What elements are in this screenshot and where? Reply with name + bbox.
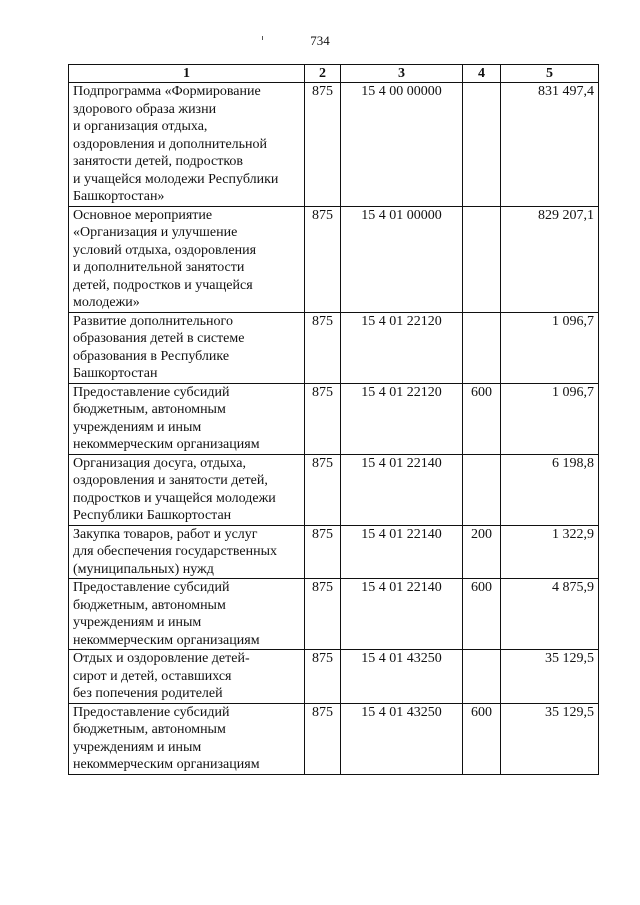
row-name: Предоставление субсидий бюджетным, автономным учреждениям и иным некоммерческим организациям (69, 703, 305, 774)
table-row (69, 383, 599, 454)
column-header-2: 2 (305, 65, 341, 83)
row-amount: 35 129,5 (501, 703, 599, 774)
row-name: Отдых и оздоровление детей- сирот и детей, оставшихся без попечения родителей (69, 650, 305, 704)
row-code: 875 (305, 579, 341, 650)
table-row (69, 650, 599, 704)
row-target-article: 15 4 01 22140 (341, 454, 463, 525)
row-name: Подпрограмма «Формирование здорового образа жизни и организация отдыха, оздоровления и дополнительной занятости детей, подростков и учащейся молодежи Республики Башкортостан» (69, 83, 305, 207)
row-target-article: 15 4 01 43250 (341, 650, 463, 704)
row-expense-type (463, 650, 501, 704)
row-name: Развитие дополнительного образования детей в системе образования в Республике Башкортостан (69, 312, 305, 383)
row-expense-type (463, 312, 501, 383)
row-amount: 831 497,4 (501, 83, 599, 207)
row-expense-type: 600 (463, 703, 501, 774)
row-target-article: 15 4 01 22120 (341, 312, 463, 383)
row-code: 875 (305, 650, 341, 704)
row-target-article: 15 4 01 22140 (341, 579, 463, 650)
row-name: Предоставление субсидий бюджетным, автономным учреждениям и иным некоммерческим организациям (69, 579, 305, 650)
row-target-article: 15 4 01 22120 (341, 383, 463, 454)
row-target-article: 15 4 01 22140 (341, 525, 463, 579)
column-header-5: 5 (501, 65, 599, 83)
table-row (69, 703, 599, 774)
row-code: 875 (305, 525, 341, 579)
row-code: 875 (305, 83, 341, 207)
row-name: Основное мероприятие «Организация и улучшение условий отдыха, оздоровления и дополнительной занятости детей, подростков и учащейся молодежи» (69, 206, 305, 312)
table-row (69, 206, 599, 312)
row-expense-type: 600 (463, 579, 501, 650)
row-name: Организация досуга, отдыха, оздоровления и занятости детей, подростков и учащейся молодежи Республики Башкортостан (69, 454, 305, 525)
row-code: 875 (305, 383, 341, 454)
table-row (69, 525, 599, 579)
page-number: 734 (310, 33, 330, 48)
row-code: 875 (305, 454, 341, 525)
row-code: 875 (305, 206, 341, 312)
row-target-article: 15 4 01 43250 (341, 703, 463, 774)
scan-speck (262, 36, 263, 40)
row-target-article: 15 4 01 00000 (341, 206, 463, 312)
table-row (69, 579, 599, 650)
row-expense-type (463, 206, 501, 312)
row-amount: 1 096,7 (501, 383, 599, 454)
row-expense-type: 200 (463, 525, 501, 579)
row-amount: 1 096,7 (501, 312, 599, 383)
row-code: 875 (305, 312, 341, 383)
row-name: Закупка товаров, работ и услуг для обеспечения государственных (муниципальных) нужд (69, 525, 305, 579)
table-row (69, 312, 599, 383)
column-header-3: 3 (341, 65, 463, 83)
row-expense-type (463, 454, 501, 525)
row-code: 875 (305, 703, 341, 774)
row-expense-type (463, 83, 501, 207)
column-header-4: 4 (463, 65, 501, 83)
row-amount: 6 198,8 (501, 454, 599, 525)
table-row (69, 83, 599, 207)
table-row (69, 454, 599, 525)
row-amount: 35 129,5 (501, 650, 599, 704)
row-amount: 1 322,9 (501, 525, 599, 579)
row-amount: 829 207,1 (501, 206, 599, 312)
budget-table (68, 64, 599, 775)
row-name: Предоставление субсидий бюджетным, автономным учреждениям и иным некоммерческим организациям (69, 383, 305, 454)
row-target-article: 15 4 00 00000 (341, 83, 463, 207)
table-header-row (69, 65, 599, 83)
row-amount: 4 875,9 (501, 579, 599, 650)
column-header-1: 1 (69, 65, 305, 83)
row-expense-type: 600 (463, 383, 501, 454)
